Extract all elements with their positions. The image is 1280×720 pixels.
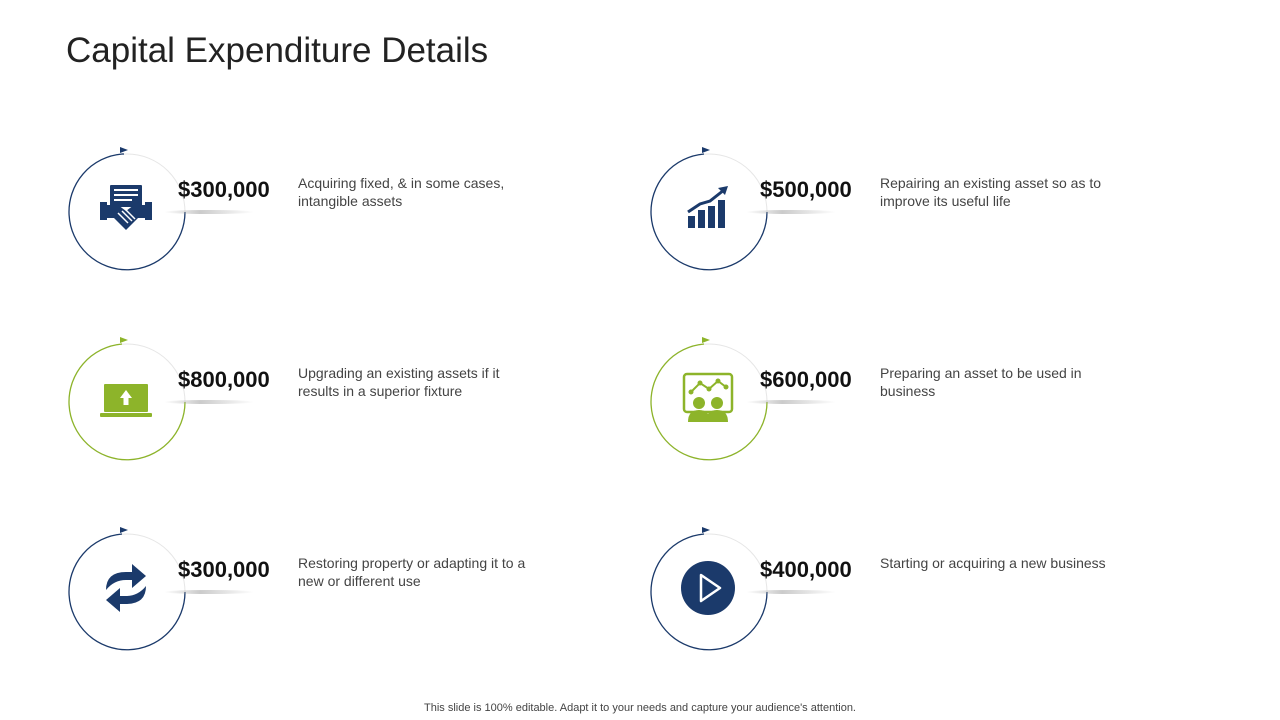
footer-note: This slide is 100% editable. Adapt it to your needs and capture your audience's attention. <box>424 702 856 714</box>
laptop-upload-icon <box>98 370 154 426</box>
amount-underline <box>164 210 254 214</box>
capex-card-acquiring <box>64 146 624 286</box>
capex-card-restoring <box>64 526 624 666</box>
amount-label: $500,000 <box>760 177 852 202</box>
growth-chart-icon <box>680 180 736 236</box>
amount-label: $300,000 <box>178 177 270 202</box>
handshake-contract-icon <box>98 180 154 236</box>
description-text: Upgrading an existing assets if it results in a superior fixture <box>298 365 500 399</box>
description-text: Starting or acquiring a new business <box>880 555 1106 571</box>
capex-card-upgrading <box>64 336 624 476</box>
description-text: Repairing an existing asset so as to improve its useful life <box>880 175 1102 209</box>
page-title: Capital Expenditure Details <box>66 31 489 70</box>
amount-underline <box>164 400 254 404</box>
team-presentation-icon <box>680 370 736 426</box>
capex-card-starting <box>646 526 1206 666</box>
amount-underline <box>746 210 836 214</box>
capex-card-preparing <box>646 336 1206 476</box>
amount-label: $600,000 <box>760 367 852 392</box>
amount-underline <box>746 400 836 404</box>
amount-label: $800,000 <box>178 367 270 392</box>
description-text: Restoring property or adapting it to a new or different use <box>298 555 526 589</box>
amount-label: $300,000 <box>178 557 270 582</box>
refresh-arrows-icon <box>98 560 154 616</box>
amount-underline <box>746 590 836 594</box>
description-text: Acquiring fixed, & in some cases, intangible assets <box>298 175 505 209</box>
amount-underline <box>164 590 254 594</box>
amount-label: $400,000 <box>760 557 852 582</box>
description-text: Preparing an asset to be used in business <box>880 365 1082 399</box>
play-button-icon <box>680 560 736 616</box>
capex-card-repairing <box>646 146 1206 286</box>
